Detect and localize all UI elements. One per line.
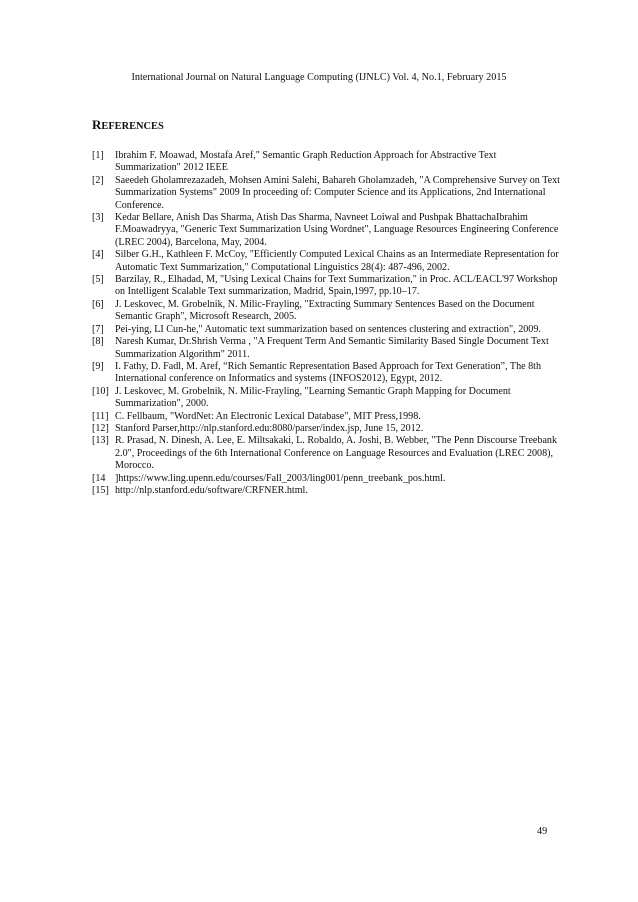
references-heading-rest: EFERENCES <box>101 121 164 132</box>
reference-number: [10] <box>92 385 109 397</box>
reference-number: [13] <box>92 435 109 447</box>
references-heading-initial: R <box>92 117 102 132</box>
reference-text: Silber G.H., Kathleen F. McCoy, "Efficiently Computed Lexical Chains as an Intermediate Representation for Automatic Text Summarization," Computational Linguistics 28(4): 487-496, 2002. <box>115 249 559 273</box>
reference-item <box>92 299 562 324</box>
reference-list <box>92 150 562 497</box>
reference-item <box>92 473 562 485</box>
reference-item <box>92 435 562 472</box>
running-header: International Journal on Natural Language Computing (IJNLC) Vol. 4, No.1, February 2015 <box>131 72 507 83</box>
reference-number: [15] <box>92 484 109 496</box>
reference-number: [8] <box>92 336 104 348</box>
reference-text: ]https://www.ling.upenn.edu/courses/Fall_2003/ling001/penn_treebank_pos.html. <box>115 472 446 484</box>
reference-text: Barzilay, R., Elhadad, M, "Using Lexical Chains for Text Summarization," in Proc. ACL/EACL'97 Workshop on Intelligent Scalable Text summarization, Madrid, Spain,1997, pp.10–17. <box>115 274 558 298</box>
reference-text: Saeedeh Gholamrezazadeh, Mohsen Amini Salehi, Bahareh Gholamzadeh, "A Comprehensive Survey on Text Summarization Systems" 2009 In proceeding of: Computer Science and its Applications, 2nd International Conference. <box>115 174 560 211</box>
reference-number: [9] <box>92 360 104 372</box>
reference-text: Pei-ying, LI Cun-he," Automatic text summarization based on sentences clustering and extraction", 2009. <box>115 323 541 335</box>
reference-text: J. Leskovec, M. Grobelnik, N. Milic-Frayling, "Learning Semantic Graph Mapping for Document Summarization", 2000. <box>115 385 511 410</box>
reference-number: [7] <box>92 323 104 335</box>
reference-item <box>92 485 562 497</box>
reference-item <box>92 361 562 386</box>
reference-item <box>92 423 562 435</box>
reference-item <box>92 336 562 361</box>
reference-item <box>92 324 562 336</box>
reference-text: I. Fathy, D. Fadl, M. Aref, “Rich Semantic Representation Based Approach for Text Generation”, The 8th International conference on Informatics and systems (INFOS2012), Egypt, 2012. <box>115 360 542 385</box>
reference-text: R. Prasad, N. Dinesh, A. Lee, E. Miltsakaki, L. Robaldo, A. Joshi, B. Webber, "The Penn Discourse Treebank 2.0", Proceedings of the 6th International Conference on Language Resources and Evaluation (LREC 2008), Morocco. <box>115 435 558 472</box>
reference-number: [2] <box>92 174 104 186</box>
reference-item <box>92 274 562 299</box>
reference-number: [12] <box>92 422 109 434</box>
reference-text: C. Fellbaum, "WordNet: An Electronic Lexical Database", MIT Press,1998. <box>115 410 421 422</box>
references-heading <box>92 116 164 134</box>
reference-number: [4] <box>92 249 104 261</box>
reference-item <box>92 150 562 175</box>
reference-number: [1] <box>92 150 104 161</box>
reference-text: J. Leskovec, M. Grobelnik, N. Milic-Frayling, "Extracting Summary Sentences Based on the Document Semantic Graph", Microsoft Research, 2005. <box>115 298 535 323</box>
reference-item <box>92 411 562 423</box>
reference-text: Ibrahim F. Moawad, Mostafa Aref," Semantic Graph Reduction Approach for Abstractive Text Summarization" 2012 IEEE <box>115 150 497 174</box>
reference-item <box>92 212 562 249</box>
page-number: 49 <box>537 826 548 837</box>
reference-item <box>92 386 562 411</box>
reference-text: Naresh Kumar, Dr.Shrish Verma , "A Frequent Term And Semantic Similarity Based Single Document Text Summarization Algorithm" 2011. <box>115 336 549 360</box>
reference-item <box>92 175 562 212</box>
reference-number: [6] <box>92 298 104 310</box>
reference-number: [14 <box>92 472 106 484</box>
reference-text: http://nlp.stanford.edu/software/CRFNER.html. <box>115 484 308 496</box>
reference-text: Kedar Bellare, Anish Das Sharma, Atish Das Sharma, Navneet Loiwal and Pushpak BhattachaIbrahim F.Moawadryya, "Generic Text Summarization Using Wordnet", Language Resources Engineering Conference (LREC 2004), Barcelona, May, 2004. <box>115 212 559 248</box>
reference-number: [5] <box>92 274 104 286</box>
reference-item <box>92 249 562 274</box>
reference-number: [3] <box>92 212 104 224</box>
reference-text: Stanford Parser,http://nlp.stanford.edu:8080/parser/index.jsp, June 15, 2012. <box>115 422 424 434</box>
reference-number: [11] <box>92 410 109 422</box>
